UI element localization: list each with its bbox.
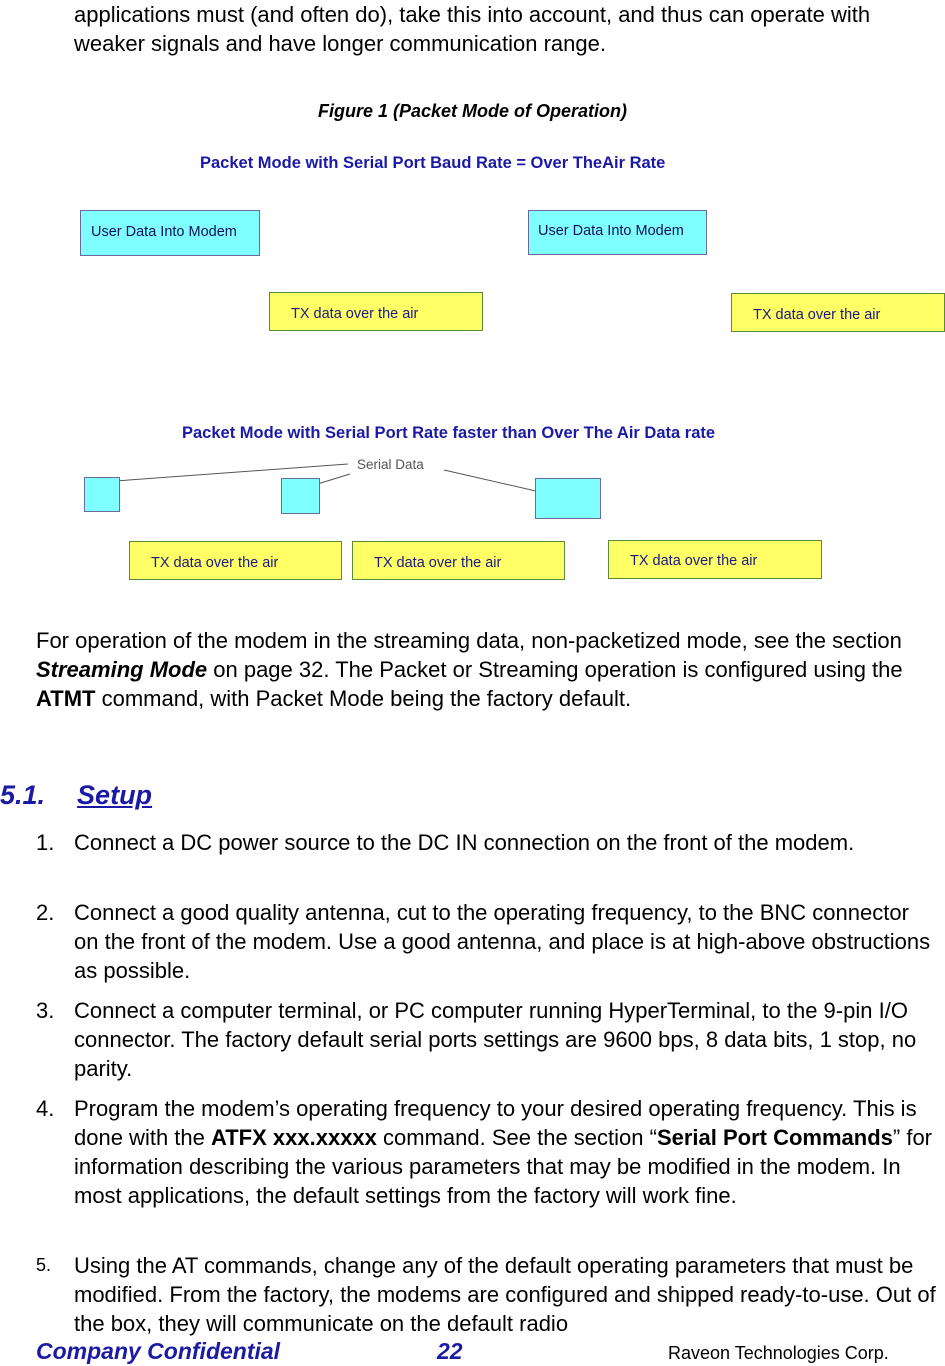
intro-paragraph: applications must (and often do), take this into account, and thus can operate with weaker signals and have longer communication range. <box>74 2 871 56</box>
setup-step-2 <box>36 898 936 985</box>
step-number: 1. <box>36 830 55 855</box>
footer-confidential: Company Confidential <box>36 1338 281 1364</box>
diagram1-title: Packet Mode with Serial Port Baud Rate = Over TheAir Rate <box>200 154 666 172</box>
diagram2-tx-box-2 <box>352 541 565 580</box>
step4-text-2: command. See the section “ <box>376 1125 657 1150</box>
diagram1-tx-label-1: TX data over the air <box>291 306 419 322</box>
setup-step-1 <box>36 828 936 857</box>
step-text <box>74 1094 936 1210</box>
diagram1-user-data-label-2: User Data Into Modem <box>538 223 684 239</box>
step-text: Connect a DC power source to the DC IN connection on the front of the modem. <box>74 830 855 855</box>
step-number: 5. <box>36 1255 52 1275</box>
diagram1-user-data-box-1 <box>80 210 260 256</box>
step-number: 4. <box>36 1096 55 1121</box>
diagram2-tx-label-1: TX data over the air <box>151 555 279 571</box>
diagram2-tx-label-3: TX data over the air <box>630 553 758 569</box>
diagram2-tx-box-1 <box>129 541 342 580</box>
diagram1-user-data-label-1: User Data Into Modem <box>91 224 237 240</box>
streaming-text-2: on page 32. The Packet or Streaming operation is configured using the <box>207 657 903 682</box>
serial-data-connectors <box>0 440 945 530</box>
figure-caption: Figure 1 (Packet Mode of Operation) <box>317 101 628 121</box>
diagram2-tx-box-3 <box>608 540 822 579</box>
step-number: 3. <box>36 998 55 1023</box>
setup-step-5 <box>36 1251 936 1338</box>
diagram1-tx-box-1 <box>269 292 483 331</box>
diagram1-tx-box-2 <box>731 293 945 332</box>
diagram1-user-data-box-2 <box>528 210 707 255</box>
atmt-command: ATMT <box>36 686 96 711</box>
diagram1-tx-label-2: TX data over the air <box>753 307 881 323</box>
setup-step-4 <box>36 1094 936 1210</box>
section-heading <box>0 780 152 811</box>
streaming-paragraph <box>36 626 936 713</box>
serial-packet-box-2 <box>281 478 320 514</box>
step-number: 2. <box>36 900 55 925</box>
streaming-text-3: command, with Packet Mode being the factory default. <box>95 686 632 711</box>
streaming-text-1: For operation of the modem in the streaming data, non-packetized mode, see the section <box>36 628 902 653</box>
serial-packet-box-3 <box>535 478 601 519</box>
footer-page-number: 22 <box>437 1338 463 1364</box>
step-text: Connect a good quality antenna, cut to the operating frequency, to the BNC connector on the front of the modem. Use a good antenna, and place is at high-above obstructions as possible. <box>74 900 931 983</box>
setup-step-3 <box>36 996 936 1083</box>
serial-packet-box-1 <box>84 477 120 512</box>
streaming-mode-link-text: Streaming Mode <box>36 657 208 682</box>
step4-text-3: ” for information describing the various parameters that may be modified in the modem. In most applications, the default settings from the factory will work fine. <box>74 1125 933 1208</box>
footer-company: Raveon Technologies Corp. <box>668 1343 889 1363</box>
diagram2-tx-label-2: TX data over the air <box>374 555 502 571</box>
section-title: Setup <box>77 780 153 810</box>
step-text: Using the AT commands, change any of the default operating parameters that must be modified. From the factory, the modems are configured and shipped ready-to-use. Out of the box, they will communicate on the default radio <box>74 1253 936 1336</box>
atfx-command: ATFX xxx.xxxxx <box>210 1125 377 1150</box>
step4-text-1: Program the modem’s operating frequency to your desired operating frequency. This is done with the <box>74 1096 917 1150</box>
step-text: Connect a computer terminal, or PC computer running HyperTerminal, to the 9-pin I/O connector. The factory default serial ports settings are 9600 bps, 8 data bits, 1 stop, no parity. <box>74 998 917 1081</box>
section-number: 5.1. <box>0 780 46 810</box>
serial-port-commands-ref: Serial Port Commands <box>656 1125 893 1150</box>
serial-data-label: Serial Data <box>357 457 424 472</box>
diagram2-title: Packet Mode with Serial Port Rate faster than Over The Air Data rate <box>182 424 716 442</box>
